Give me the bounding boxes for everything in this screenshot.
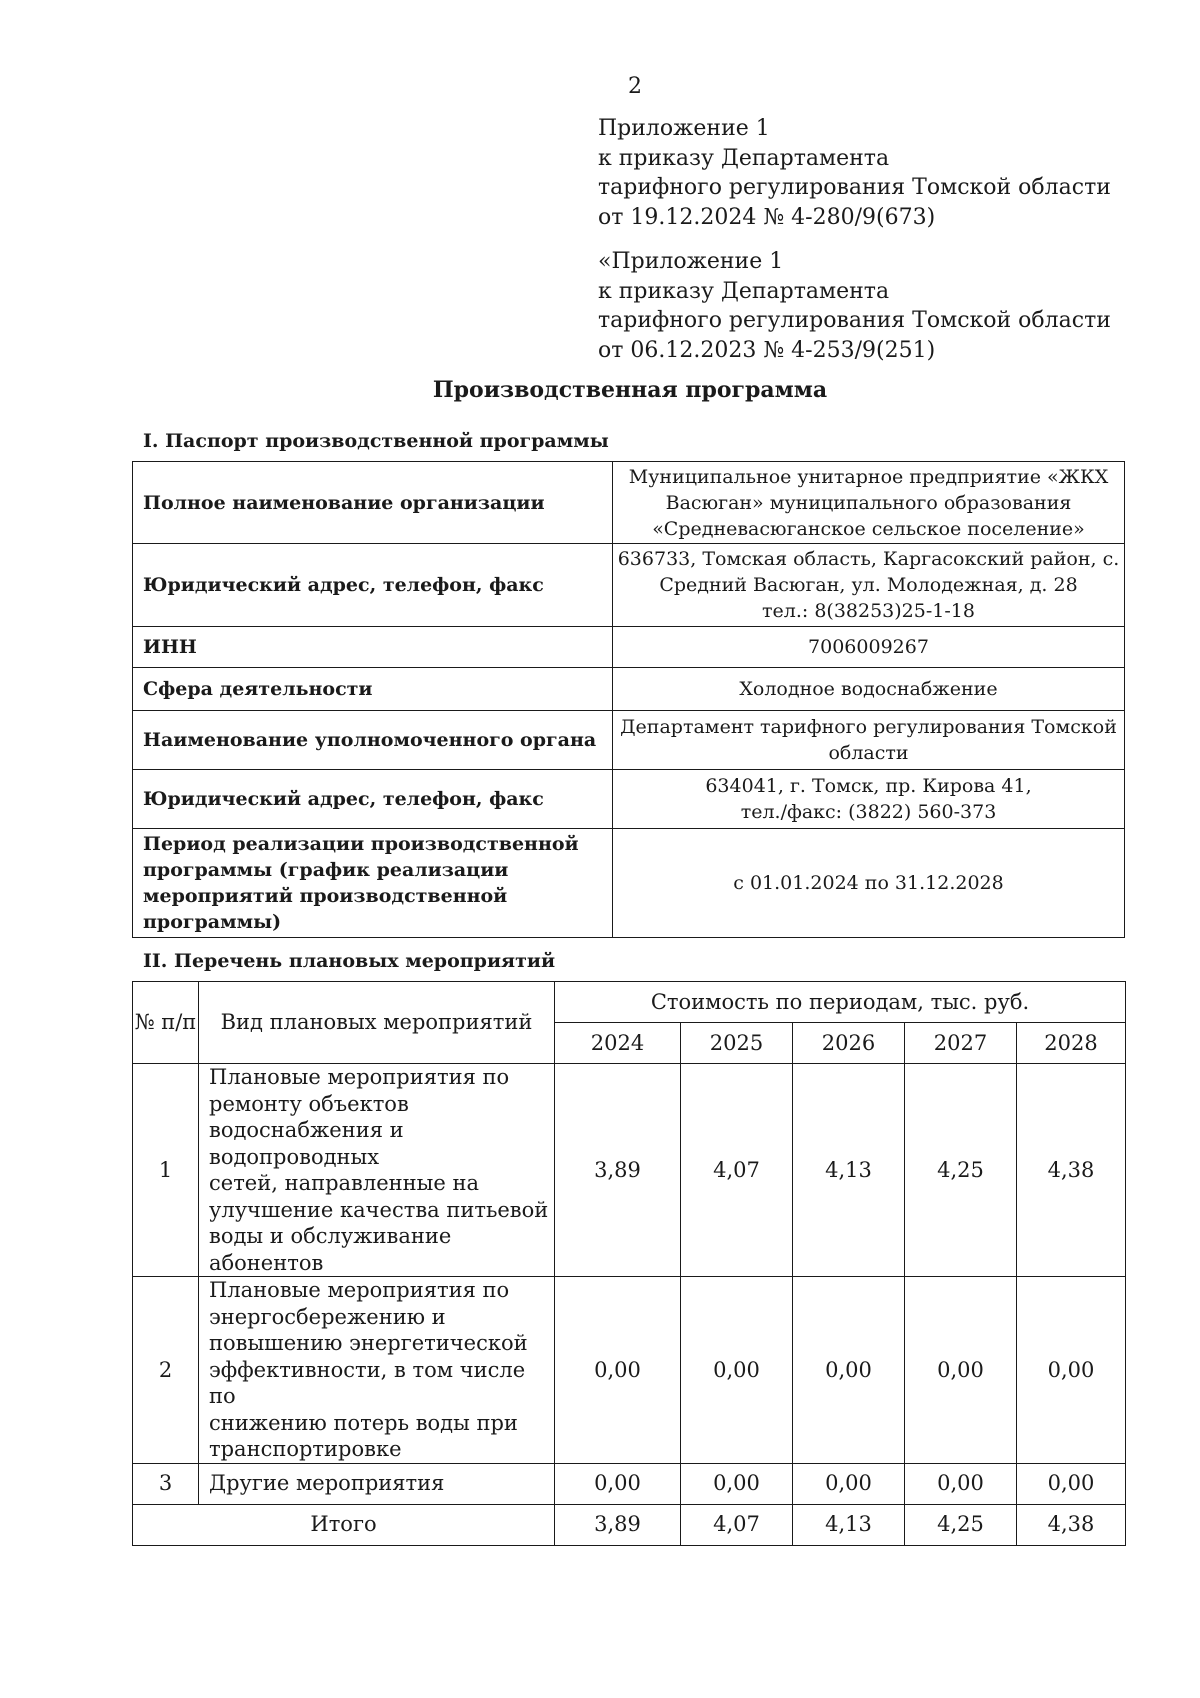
table-row (133, 668, 1125, 711)
activity-line: водоснабжения и водопроводных (209, 1118, 404, 1169)
value-line: «Средневасюганское сельское поселение» (652, 517, 1085, 540)
document-title: Производственная программа (432, 377, 828, 403)
cost-cell: 3,89 (555, 1064, 681, 1277)
total-cell: 4,13 (793, 1504, 905, 1545)
header-year: 2028 (1017, 1023, 1126, 1064)
activity-line: сетей, направленные на (209, 1171, 479, 1195)
activity-line: повышению энергетической (209, 1331, 528, 1355)
activity-line: снижению потерь воды при (209, 1410, 518, 1435)
header-cost: Стоимость по периодам, тыс. руб. (555, 982, 1126, 1023)
activity-line: ремонту объектов (209, 1091, 409, 1116)
appendix-line: от 06.12.2023 № 4-253/9(251) (598, 337, 936, 363)
value-line: с 01.01.2024 по 31.12.2028 (733, 872, 1004, 894)
cost-cell: 4,07 (681, 1064, 793, 1277)
activity-line: энергосбережению и (209, 1304, 446, 1329)
table-row (133, 627, 1125, 668)
activity-line: транспортировке (209, 1437, 402, 1461)
section-title-activities: II. Перечень плановых мероприятий (143, 950, 556, 972)
table-row (133, 829, 1125, 938)
appendix-line: тарифного регулирования Томской области (598, 175, 1111, 200)
value-line: 636733, Томская область, Каргасокский район, с. (617, 548, 1120, 570)
cost-cell: 0,00 (1017, 1277, 1126, 1464)
passport-value (613, 829, 1125, 938)
cost-cell: 4,13 (793, 1064, 905, 1277)
value-line: Холодное водоснабжение (739, 678, 998, 700)
passport-label: ИНН (133, 627, 613, 668)
total-cell: 4,38 (1017, 1504, 1126, 1545)
table-row (133, 544, 1125, 627)
header-year: 2027 (905, 1023, 1017, 1064)
appendix-line: тарифного регулирования Томской области (598, 308, 1111, 333)
table-total-row (133, 1504, 1126, 1545)
table-row (133, 462, 1125, 544)
appendix-line: к приказу Департамента (598, 278, 890, 304)
cost-cell: 0,00 (905, 1463, 1017, 1504)
passport-value (613, 711, 1125, 770)
table-row (133, 1277, 1126, 1464)
value-line: тел./факс: (3822) 560-373 (740, 801, 997, 823)
appendix-header-previous (598, 247, 1111, 365)
passport-value (613, 544, 1125, 627)
activity-name (199, 1277, 555, 1464)
value-line: Васюган» муниципального образования (665, 491, 1072, 514)
row-num: 3 (133, 1463, 199, 1504)
total-cell: 4,25 (905, 1504, 1017, 1545)
row-num: 2 (133, 1277, 199, 1464)
passport-value (613, 668, 1125, 711)
cost-cell: 0,00 (793, 1463, 905, 1504)
activity-name (199, 1463, 555, 1504)
section-title-passport: I. Паспорт производственной программы (143, 430, 609, 452)
table-row (133, 1463, 1126, 1504)
passport-label: Юридический адрес, телефон, факс (133, 770, 613, 829)
appendix-header-current (598, 114, 1111, 232)
activities-table (132, 981, 1126, 1546)
appendix-line: «Приложение 1 (598, 249, 784, 274)
header-year: 2025 (681, 1023, 793, 1064)
cost-cell: 4,38 (1017, 1064, 1126, 1277)
activity-line: воды и обслуживание абонентов (209, 1224, 452, 1275)
passport-value (613, 627, 1125, 668)
header-num: № п/п (133, 982, 199, 1064)
activity-line: Плановые мероприятия по (209, 1065, 510, 1089)
table-row (133, 770, 1125, 829)
activity-line: улучшение качества питьевой (209, 1197, 549, 1222)
total-cell: 4,07 (681, 1504, 793, 1545)
total-label: Итого (133, 1504, 555, 1545)
cost-cell: 0,00 (681, 1277, 793, 1464)
row-num: 1 (133, 1064, 199, 1277)
appendix-line: Приложение 1 (598, 116, 770, 141)
value-line: 7006009267 (808, 636, 929, 658)
header-year: 2026 (793, 1023, 905, 1064)
activity-line: Другие мероприятия (209, 1471, 445, 1496)
cost-cell: 0,00 (681, 1463, 793, 1504)
passport-label: Наименование уполномоченного органа (133, 711, 613, 770)
appendix-line: от 19.12.2024 № 4-280/9(673) (598, 204, 936, 230)
cost-cell: 0,00 (793, 1277, 905, 1464)
value-line: области (828, 742, 909, 764)
passport-label: Полное наименование организации (133, 462, 613, 544)
cost-cell: 0,00 (555, 1277, 681, 1464)
header-year: 2024 (555, 1023, 681, 1064)
table-row (133, 711, 1125, 770)
cost-cell: 4,25 (905, 1064, 1017, 1277)
passport-label: Юридический адрес, телефон, факс (133, 544, 613, 627)
value-line: Департамент тарифного регулирования Томской (620, 716, 1117, 738)
activity-line: эффективности, в том числе по (209, 1357, 526, 1408)
value-line: 634041, г. Томск, пр. Кирова 41, (705, 775, 1032, 797)
page-number: 2 (628, 74, 642, 99)
value-line: Средний Васюган, ул. Молодежная, д. 28 (659, 574, 1078, 596)
table-header-row (133, 982, 1126, 1023)
cost-cell: 0,00 (555, 1463, 681, 1504)
value-line: тел.: 8(38253)25-1-18 (762, 600, 975, 622)
activity-name (199, 1064, 555, 1277)
passport-value (613, 770, 1125, 829)
passport-label: Сфера деятельности (133, 668, 613, 711)
passport-table (132, 461, 1125, 938)
cost-cell: 0,00 (1017, 1463, 1126, 1504)
activity-line: Плановые мероприятия по (209, 1278, 510, 1302)
table-row (133, 1064, 1126, 1277)
appendix-line: к приказу Департамента (598, 145, 890, 171)
cost-cell: 0,00 (905, 1277, 1017, 1464)
passport-value (613, 462, 1125, 544)
total-cell: 3,89 (555, 1504, 681, 1545)
value-line: Муниципальное унитарное предприятие «ЖКХ (628, 465, 1109, 488)
passport-label: Период реализации производственной программы (график реализации мероприятий производственной программы) (133, 829, 613, 938)
header-activity: Вид плановых мероприятий (199, 982, 555, 1064)
